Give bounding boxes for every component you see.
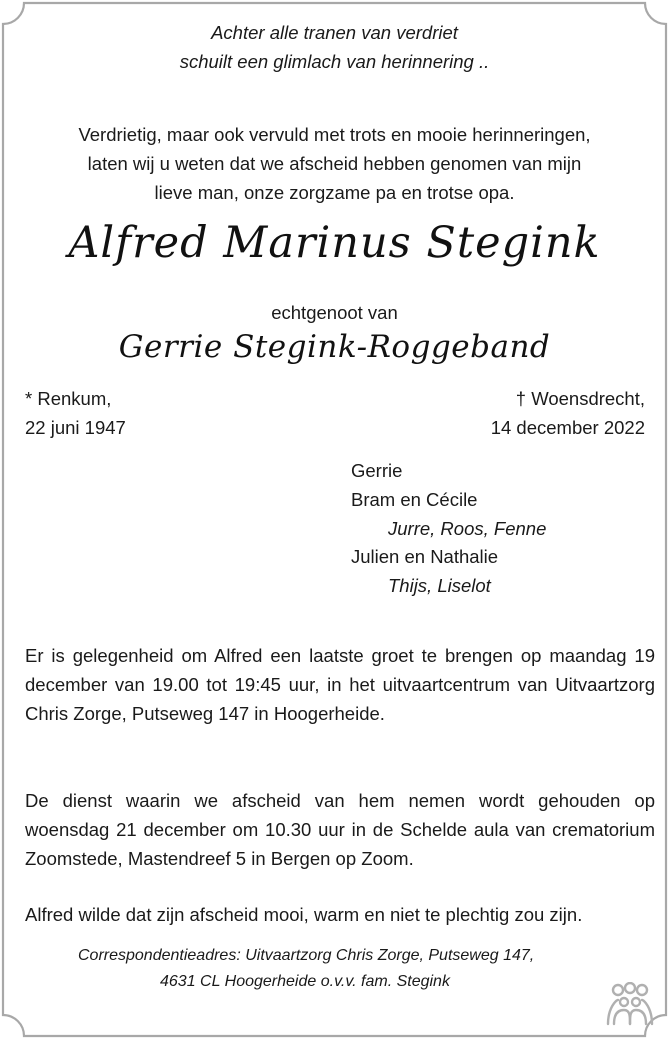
grandchildren: Jurre, Roos, Fenne	[388, 518, 547, 539]
relation-label: echtgenoot van	[271, 302, 398, 323]
family-logo-icon	[604, 982, 656, 1026]
intro-line-3: lieve man, onze zorgzame pa en trotse opa.	[154, 182, 515, 203]
correspondence-line-2: 4631 CL Hoogerheide o.v.v. fam. Stegink	[160, 973, 450, 990]
correspondence-line-1: Correspondentieadres: Uitvaartzorg Chris Zorge, Putseweg 147,	[78, 947, 535, 964]
birth-date: 22 juni 1947	[25, 417, 126, 438]
opening-quote-line-1: Achter alle tranen van verdriet	[211, 22, 458, 43]
intro-line-1: Verdrietig, maar ook vervuld met trots en mooie herinneringen,	[78, 124, 591, 145]
deceased-name: Alfred Marinus Stegink	[68, 218, 601, 268]
death-date: 14 december 2022	[490, 417, 645, 438]
death-place: † Woensdrecht,	[515, 388, 645, 409]
family-member: Bram en Cécile	[351, 489, 478, 510]
family-member: Gerrie	[351, 460, 403, 481]
birth-place: * Renkum,	[25, 388, 112, 409]
family-member: Julien en Nathalie	[351, 546, 499, 567]
opening-quote-line-2: schuilt een glimlach van herinnering ..	[179, 51, 490, 72]
grandchildren: Thijs, Liselot	[388, 575, 491, 596]
spouse-name: Gerrie Stegink-Roggeband	[118, 329, 551, 365]
wish-paragraph: Alfred wilde dat zijn afscheid mooi, warm en niet te plechtig zou zijn.	[25, 904, 583, 925]
intro-line-2: laten wij u weten dat we afscheid hebben genomen van mijn	[87, 153, 582, 174]
service-paragraph: De dienst waarin we afscheid van hem nemen wordt gehouden op woensdag 21 december om 10.30 uur in de Schelde aula van crematorium Zoomstede, Mastendreef 5 in Bergen op Zoom.	[25, 790, 655, 869]
viewing-paragraph: Er is gelegenheid om Alfred een laatste groet te brengen op maandag 19 december van 19.00 tot 19:45 uur, in het uitvaartcentrum van Uitvaartzorg Chris Zorge, Putseweg 147 in Hoogerheide.	[25, 645, 655, 724]
